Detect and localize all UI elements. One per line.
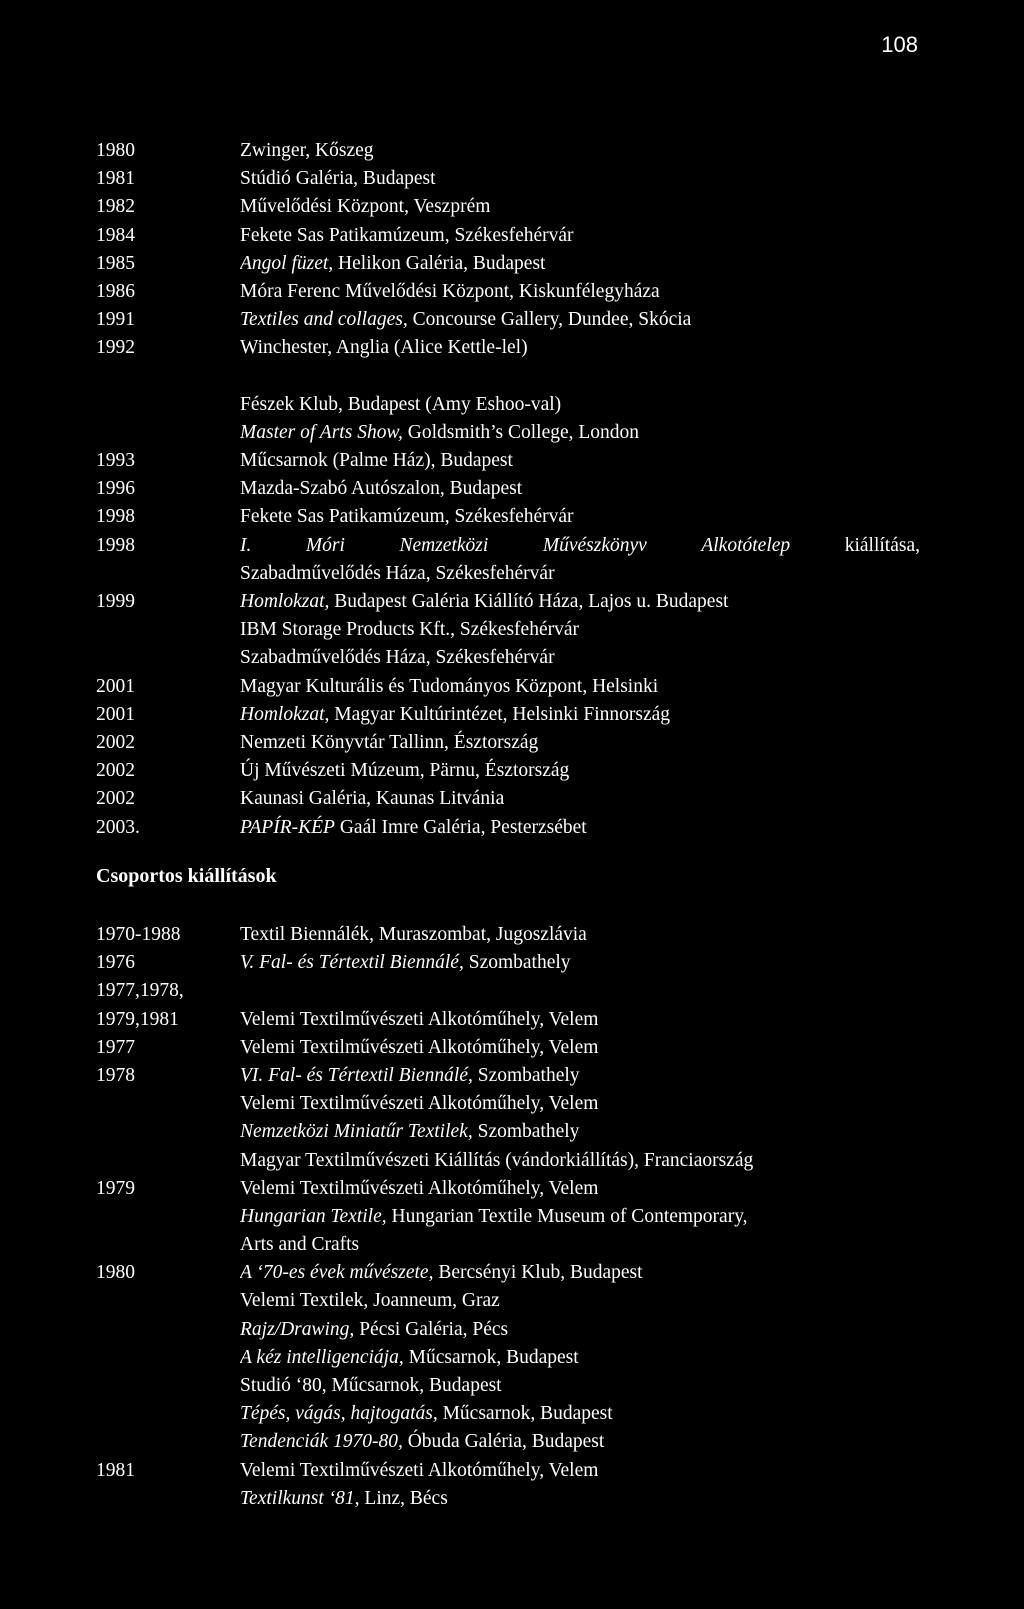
list-item [96, 363, 920, 391]
list-item [96, 814, 920, 842]
list-item [96, 701, 920, 729]
entry-text [240, 475, 920, 503]
entry-title: Tépés, vágás, hajtogatás, [240, 1403, 438, 1425]
list-item [96, 785, 920, 813]
entry-text [240, 644, 920, 672]
entry-title: Master of Arts Show, [240, 421, 403, 443]
entry-venue: Művelődési Központ, Veszprém [240, 196, 491, 218]
entry-venue: Velemi Textilművészeti Alkotóműhely, Velem [240, 1036, 599, 1058]
entry-year: 2002 [96, 731, 135, 753]
entry-year: 1979 [96, 1177, 135, 1199]
entry-text [240, 701, 920, 729]
list-item [96, 447, 920, 475]
list-item [96, 1175, 920, 1203]
entry-text [240, 921, 920, 949]
list-item [96, 334, 920, 362]
entry-venue: Új Művészeti Múzeum, Pärnu, Észtország [240, 760, 570, 782]
list-item [96, 757, 920, 785]
entry-text [240, 1457, 920, 1485]
entry-text [240, 1372, 920, 1400]
entry-venue: Zwinger, Kőszeg [240, 140, 374, 161]
list-item [96, 1287, 920, 1315]
entry-venue: Budapest Galéria Kiállító Háza, Lajos u. Budapest [329, 591, 729, 612]
entry-venue: Arts and Crafts [240, 1234, 360, 1256]
entry-text [240, 419, 920, 447]
entry-text [240, 503, 920, 531]
entry-year: 1996 [96, 478, 135, 500]
list-item [96, 165, 920, 193]
list-item [96, 588, 920, 616]
entry-venue: Textil Biennálék, Muraszombat, Jugoszlávia [240, 924, 587, 945]
entry-title: Művészkönyv [542, 534, 647, 556]
entry-venue: Mazda-Szabó Autószalon, Budapest [240, 478, 523, 500]
solo-exhibitions-list [96, 137, 920, 842]
entry-year: 1985 [96, 252, 135, 274]
entry-year: 2002 [96, 760, 135, 782]
entry-venue: Magyar Kulturális és Tudományos Központ, Helsinki [240, 675, 659, 697]
list-item [96, 1034, 920, 1062]
list-item [96, 673, 920, 701]
entry-text [240, 1259, 920, 1287]
list-item [96, 1231, 920, 1259]
entry-text [240, 1400, 920, 1428]
entry-title: V. Fal- és Tértextil Biennálé, [240, 952, 464, 974]
entry-text [240, 1090, 920, 1118]
list-item [96, 616, 920, 644]
entry-title: Angol füzet, [240, 252, 334, 274]
list-item [96, 560, 920, 588]
entry-text [240, 1118, 920, 1146]
entry-venue: Fészek Klub, Budapest (Amy Eshoo-val) [240, 393, 562, 415]
entry-venue: Studió ‘80, Műcsarnok, Budapest [240, 1375, 502, 1396]
entry-title: Rajz/Drawing, [240, 1318, 355, 1340]
entry-year: 2002 [96, 788, 135, 810]
entry-text [240, 1231, 920, 1259]
entry-year: 1980 [96, 140, 135, 161]
entry-venue: Linz, Bécs [359, 1487, 448, 1509]
entry-year: 1998 [96, 534, 135, 556]
entry-venue: Nemzeti Könyvtár Tallinn, Észtország [240, 731, 539, 753]
entry-title: Tendenciák 1970-80, [240, 1431, 403, 1453]
list-item [96, 137, 920, 165]
list-item [96, 1428, 920, 1456]
entry-venue: Szombathely [472, 1064, 580, 1086]
list-item [96, 977, 920, 1005]
entry-title: Móri [305, 534, 345, 556]
list-item [96, 1118, 920, 1146]
entry-text [240, 588, 920, 616]
entry-venue: Velemi Textilművészeti Alkotóműhely, Velem [240, 1093, 599, 1115]
list-item [96, 644, 920, 672]
entry-text [240, 814, 920, 842]
entry-text [240, 193, 920, 221]
entry-venue: Velemi Textilművészeti Alkotóműhely, Velem [240, 1177, 599, 1199]
entry-venue: Szombathely [463, 952, 571, 974]
entry-venue: Concourse Gallery, Dundee, Skócia [407, 309, 692, 331]
entry-title: Alkotótelep [701, 534, 791, 556]
entry-year: 1981 [96, 1459, 135, 1481]
list-item [96, 1147, 920, 1175]
entry-text [240, 1316, 920, 1344]
entry-year: 1993 [96, 450, 135, 472]
list-item [96, 193, 920, 221]
entry-year: 1992 [96, 337, 135, 359]
entry-year: 1978 [96, 1064, 135, 1086]
entry-title: Nemzetközi Miniatűr Textilek, [240, 1121, 473, 1143]
entry-venue: Szabadművelődés Háza, Székesfehérvár [240, 647, 555, 669]
list-item [96, 1090, 920, 1118]
entry-text [240, 1344, 920, 1372]
list-item [96, 419, 920, 447]
list-item [96, 503, 920, 531]
group-exhibitions-heading: Csoportos kiállítások [96, 865, 277, 887]
list-item [96, 1457, 920, 1485]
entry-text [240, 1428, 920, 1456]
entry-year: 1984 [96, 224, 135, 246]
entry-text [240, 616, 920, 644]
page-number: 108 [881, 32, 918, 57]
entry-title: Homlokzat, [240, 591, 330, 612]
entry-text [240, 306, 920, 334]
entry-year: 1979,1981 [96, 1008, 179, 1030]
entry-venue: Műcsarnok (Palme Ház), Budapest [240, 450, 513, 472]
entry-venue: Velemi Textilművészeti Alkotóműhely, Velem [240, 1008, 599, 1030]
entry-venue: Óbuda Galéria, Budapest [402, 1431, 605, 1453]
entry-venue: Pécsi Galéria, Pécs [354, 1318, 509, 1340]
entry-text [240, 1175, 920, 1203]
entry-text [240, 447, 920, 475]
entry-venue: Kaunasi Galéria, Kaunas Litvánia [240, 788, 505, 810]
entry-year: 1970-1988 [96, 924, 181, 945]
entry-title: A kéz intelligenciája, [240, 1346, 404, 1368]
list-item [96, 306, 920, 334]
entry-year: 2001 [96, 703, 135, 725]
entry-venue: Fekete Sas Patikamúzeum, Székesfehérvár [240, 224, 574, 246]
list-item [96, 1203, 920, 1231]
list-item [96, 1344, 920, 1372]
list-item [96, 1400, 920, 1428]
entry-text [240, 673, 920, 701]
list-item [96, 391, 920, 419]
list-item [96, 921, 920, 949]
entry-title: Textiles and collages, [240, 309, 408, 331]
entry-year: 1998 [96, 506, 135, 528]
entry-title: VI. Fal- és Tértextil Biennálé, [240, 1064, 473, 1086]
entry-year: 1982 [96, 196, 135, 218]
entry-text [240, 165, 920, 193]
entry-text [240, 560, 920, 588]
entry-text [240, 391, 920, 419]
list-item [96, 1372, 920, 1400]
list-item [96, 222, 920, 250]
entry-venue: Fekete Sas Patikamúzeum, Székesfehérvár [240, 506, 574, 528]
entry-text [240, 137, 920, 165]
entry-venue: Magyar Textilművészeti Kiállítás (vándorkiállítás), Franciaország [240, 1149, 754, 1171]
list-item [96, 949, 920, 977]
entry-year: 1991 [96, 309, 135, 331]
group-exhibitions-list [96, 921, 920, 1513]
entry-venue: Velemi Textilek, Joanneum, Graz [240, 1290, 500, 1312]
entry-text [240, 278, 920, 306]
entry-text [240, 1287, 920, 1315]
entry-text [240, 949, 920, 977]
entry-text [240, 1485, 920, 1513]
entry-venue: Műcsarnok, Budapest [437, 1403, 613, 1425]
entry-title: I. [240, 534, 252, 556]
entry-text [240, 1034, 920, 1062]
entry-title: Homlokzat, [240, 703, 330, 725]
entry-text [240, 222, 920, 250]
entry-year: 1981 [96, 168, 135, 190]
list-item [96, 1485, 920, 1513]
entry-venue: Móra Ferenc Művelődési Központ, Kiskunfélegyháza [240, 280, 660, 302]
entry-venue: Magyar Kultúrintézet, Helsinki Finnország [329, 703, 671, 725]
entry-text [240, 1006, 920, 1034]
entry-year: 1980 [96, 1262, 135, 1284]
list-item [96, 250, 920, 278]
entry-venue: Szombathely [472, 1121, 580, 1143]
list-item [96, 1062, 920, 1090]
entry-text [240, 532, 920, 560]
entry-title: Nemzetközi [399, 534, 489, 556]
entry-title: PAPÍR-KÉP [240, 816, 335, 838]
entry-year: 1986 [96, 280, 135, 302]
entry-venue: Goldsmith’s College, London [402, 421, 640, 443]
entry-text [240, 1203, 920, 1231]
entry-venue: Szabadművelődés Háza, Székesfehérvár [240, 562, 555, 584]
entry-year: 2001 [96, 675, 135, 697]
entry-year: 1976 [96, 952, 135, 974]
entry-text [240, 250, 920, 278]
list-item [96, 1316, 920, 1344]
list-item [96, 278, 920, 306]
entry-venue: Winchester, Anglia (Alice Kettle-lel) [240, 337, 528, 359]
list-item [96, 475, 920, 503]
entry-venue: Hungarian Textile Museum of Contemporary, [386, 1205, 748, 1227]
entry-year: 1999 [96, 591, 135, 612]
entry-text [240, 1062, 920, 1090]
entry-title: Hungarian Textile, [240, 1205, 387, 1227]
entry-text [240, 785, 920, 813]
entry-year: 1977 [96, 1036, 135, 1058]
entry-venue: Velemi Textilművészeti Alkotóműhely, Velem [240, 1459, 599, 1481]
entry-text [240, 729, 920, 757]
entry-text [240, 757, 920, 785]
entry-venue: IBM Storage Products Kft., Székesfehérvár [240, 619, 579, 641]
entry-text [240, 1147, 920, 1175]
entry-text [240, 334, 920, 362]
entry-venue: Műcsarnok, Budapest [403, 1346, 579, 1368]
list-item [96, 532, 920, 560]
entry-year: 2003. [96, 816, 140, 838]
entry-title: Textilkunst ‘81, [240, 1487, 360, 1509]
entry-venue: Helikon Galéria, Budapest [333, 252, 546, 274]
entry-venue: Bercsényi Klub, Budapest [433, 1262, 643, 1284]
entry-venue: kiállítása, [844, 534, 920, 556]
entry-year: 1977,1978, [96, 980, 184, 1002]
entry-venue: Stúdió Galéria, Budapest [240, 168, 436, 190]
list-item [96, 1006, 920, 1034]
entry-venue: Gaál Imre Galéria, Pesterzsébet [334, 816, 587, 838]
list-item [96, 729, 920, 757]
list-item [96, 1259, 920, 1287]
entry-title: A ‘70-es évek művészete, [240, 1262, 434, 1284]
